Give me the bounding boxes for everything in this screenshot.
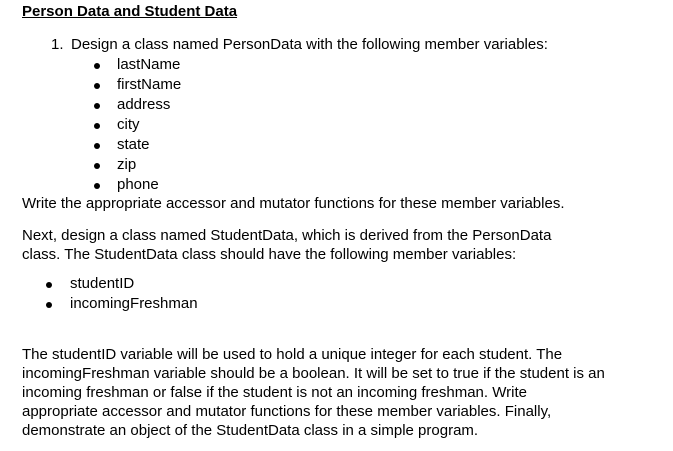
task-number: 1. <box>51 36 64 53</box>
list-item: zip <box>117 156 137 173</box>
list-item: incomingFreshman <box>70 295 198 312</box>
list-item: studentID <box>70 275 135 292</box>
list-item: address <box>117 96 171 113</box>
bullet-icon <box>94 103 100 109</box>
bullet-icon <box>94 63 100 69</box>
list-item: lastName <box>117 56 181 73</box>
paragraph-line: incoming freshman or false if the student is not an incoming freshman. Write <box>22 384 527 401</box>
paragraph-line: class. The StudentData class should have the following member variables: <box>22 246 517 263</box>
list-item: city <box>117 116 140 133</box>
task-intro: Design a class named PersonData with the following member variables: <box>71 36 548 53</box>
paragraph-line: demonstrate an object of the StudentData class in a simple program. <box>22 422 479 439</box>
bullet-icon <box>46 302 52 308</box>
paragraph-line: incomingFreshman variable should be a boolean. It will be set to true if the student is an <box>22 365 605 382</box>
bullet-icon <box>94 123 100 129</box>
paragraph-line: Next, design a class named StudentData, which is derived from the PersonData <box>22 227 552 244</box>
list-item: firstName <box>117 76 182 93</box>
bullet-icon <box>94 83 100 89</box>
document-title: Person Data and Student Data <box>22 3 238 20</box>
bullet-icon <box>46 282 52 288</box>
bullet-icon <box>94 163 100 169</box>
paragraph-line: The studentID variable will be used to hold a unique integer for each student. The <box>22 346 563 363</box>
accessor-line: Write the appropriate accessor and mutator functions for these member variables. <box>22 195 565 212</box>
bullet-icon <box>94 183 100 189</box>
list-item: phone <box>117 176 159 193</box>
bullet-icon <box>94 143 100 149</box>
list-item: state <box>117 136 150 153</box>
paragraph-line: appropriate accessor and mutator functions for these member variables. Finally, <box>22 403 552 420</box>
